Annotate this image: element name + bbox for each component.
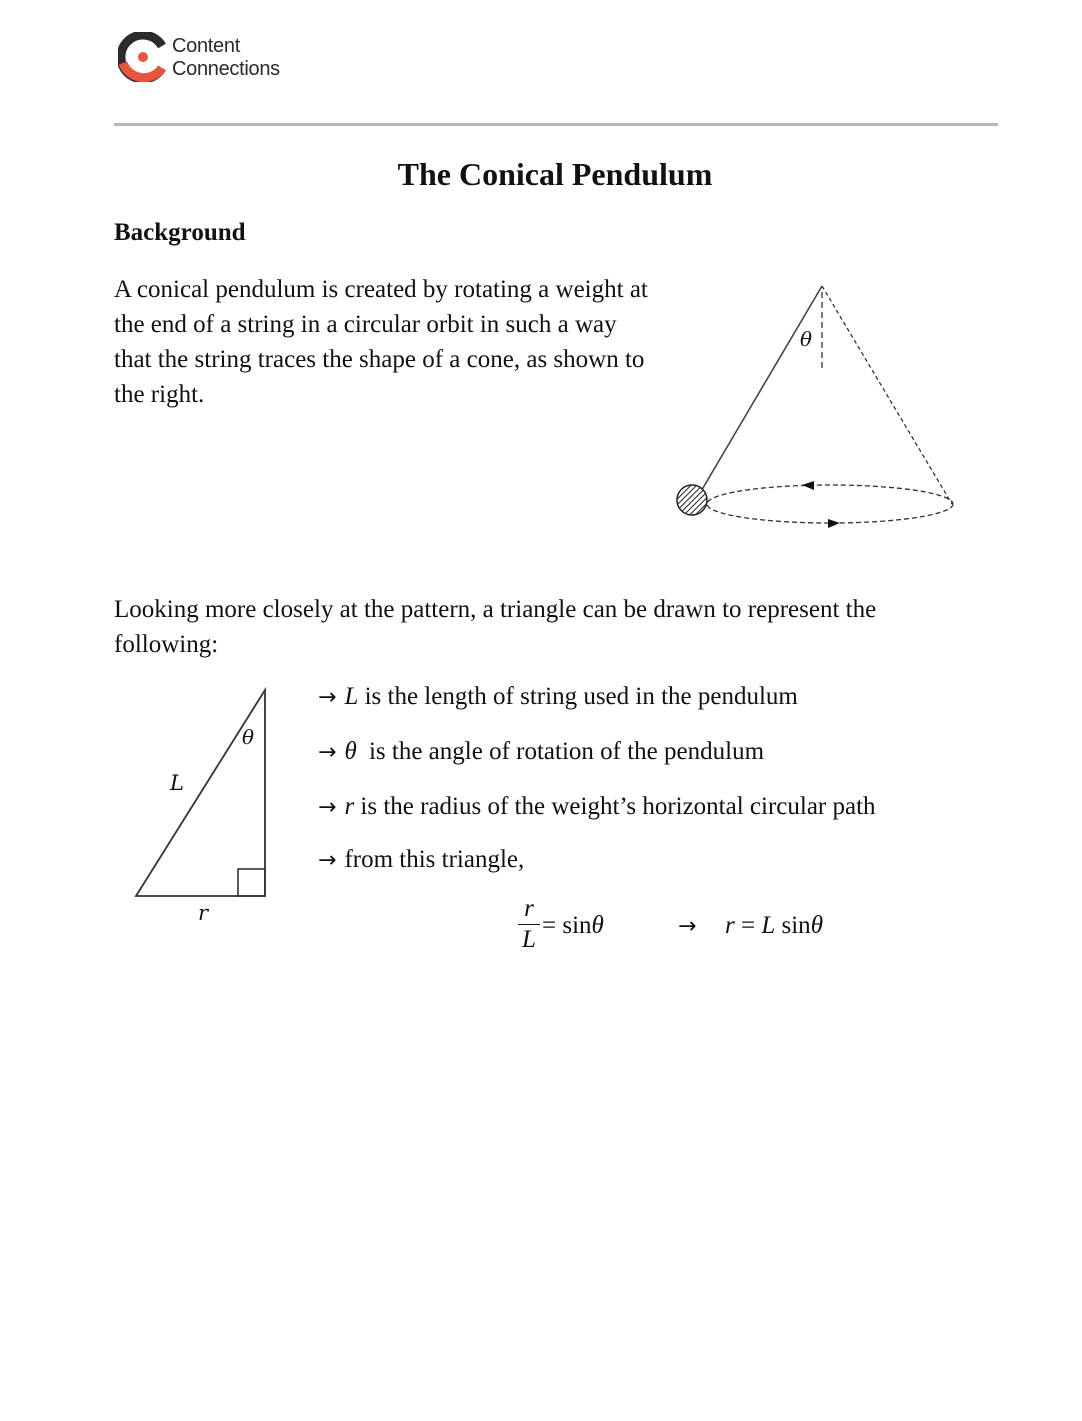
bullet-from-triangle — [318, 846, 524, 874]
company-logo — [118, 32, 318, 84]
formula-rhs-eq: = — [734, 912, 762, 939]
formula-rhs-theta: θ — [810, 912, 823, 939]
bullet-length — [318, 683, 798, 711]
arrow-icon: → — [318, 740, 337, 765]
arrow-icon: → — [678, 914, 697, 939]
fraction-numerator: r — [524, 895, 534, 922]
bullet-symbol: L — [344, 683, 359, 710]
cone-edge-dashed — [822, 286, 952, 504]
pendulum-string — [700, 286, 822, 493]
orbit-path — [707, 485, 953, 523]
hypotenuse-label: L — [170, 771, 184, 795]
orbit-arrow-back — [802, 481, 814, 490]
pendulum-angle-label: θ — [800, 327, 813, 351]
pattern-paragraph: Looking more closely at the pattern, a triangle can be drawn to represent the following: — [114, 596, 877, 658]
bullet-symbol: θ — [344, 738, 357, 765]
fraction-denominator: L — [522, 926, 536, 953]
right-angle-marker — [238, 869, 265, 896]
bullet-text: from this triangle, — [344, 846, 525, 873]
formula-lhs-rest: = sin — [542, 912, 592, 939]
logo-line-2: Connections — [172, 58, 280, 80]
base-label: r — [198, 901, 209, 925]
bullet-text: is the length of string used in the pendulum — [358, 683, 798, 710]
formula-lhs-theta: θ — [591, 912, 604, 939]
right-triangle-diagram — [120, 682, 290, 932]
logo-line-1: Content — [172, 35, 240, 57]
triangle-shape — [136, 690, 265, 896]
logo-text — [172, 35, 280, 81]
bullet-text: is the angle of rotation of the pendulum — [362, 738, 765, 765]
background-paragraph: A conical pendulum is created by rotating a weight at the end of a string in a circular orbit in such a way that the string traces the shape of a cone, as shown to the right. — [114, 276, 648, 408]
formula-arrow — [678, 912, 704, 940]
bullet-radius — [318, 793, 876, 821]
formula-lhs — [542, 912, 604, 940]
fraction-r-over-L — [518, 896, 540, 953]
pendulum-weight — [677, 485, 707, 515]
formula-rhs-r: r — [725, 912, 735, 939]
orbit-arrow-front — [828, 519, 840, 528]
arrow-icon: → — [318, 848, 337, 873]
header-divider — [114, 123, 998, 126]
formula-rhs — [725, 912, 823, 940]
fraction-bar — [518, 924, 540, 925]
triangle-angle-label: θ — [242, 725, 255, 749]
bullet-symbol: r — [344, 793, 355, 820]
formula-rhs-L: L — [761, 912, 776, 939]
conical-pendulum-diagram — [660, 278, 970, 538]
page-title: The Conical Pendulum — [397, 156, 713, 192]
logo-mark-icon — [118, 32, 168, 82]
bullet-text: is the radius of the weight’s horizontal circular path — [354, 793, 876, 820]
bullet-angle — [318, 738, 764, 766]
arrow-icon: → — [318, 685, 337, 710]
arrow-icon: → — [318, 795, 337, 820]
background-heading: Background — [114, 219, 246, 246]
formula-rhs-sin: sin — [775, 912, 811, 939]
